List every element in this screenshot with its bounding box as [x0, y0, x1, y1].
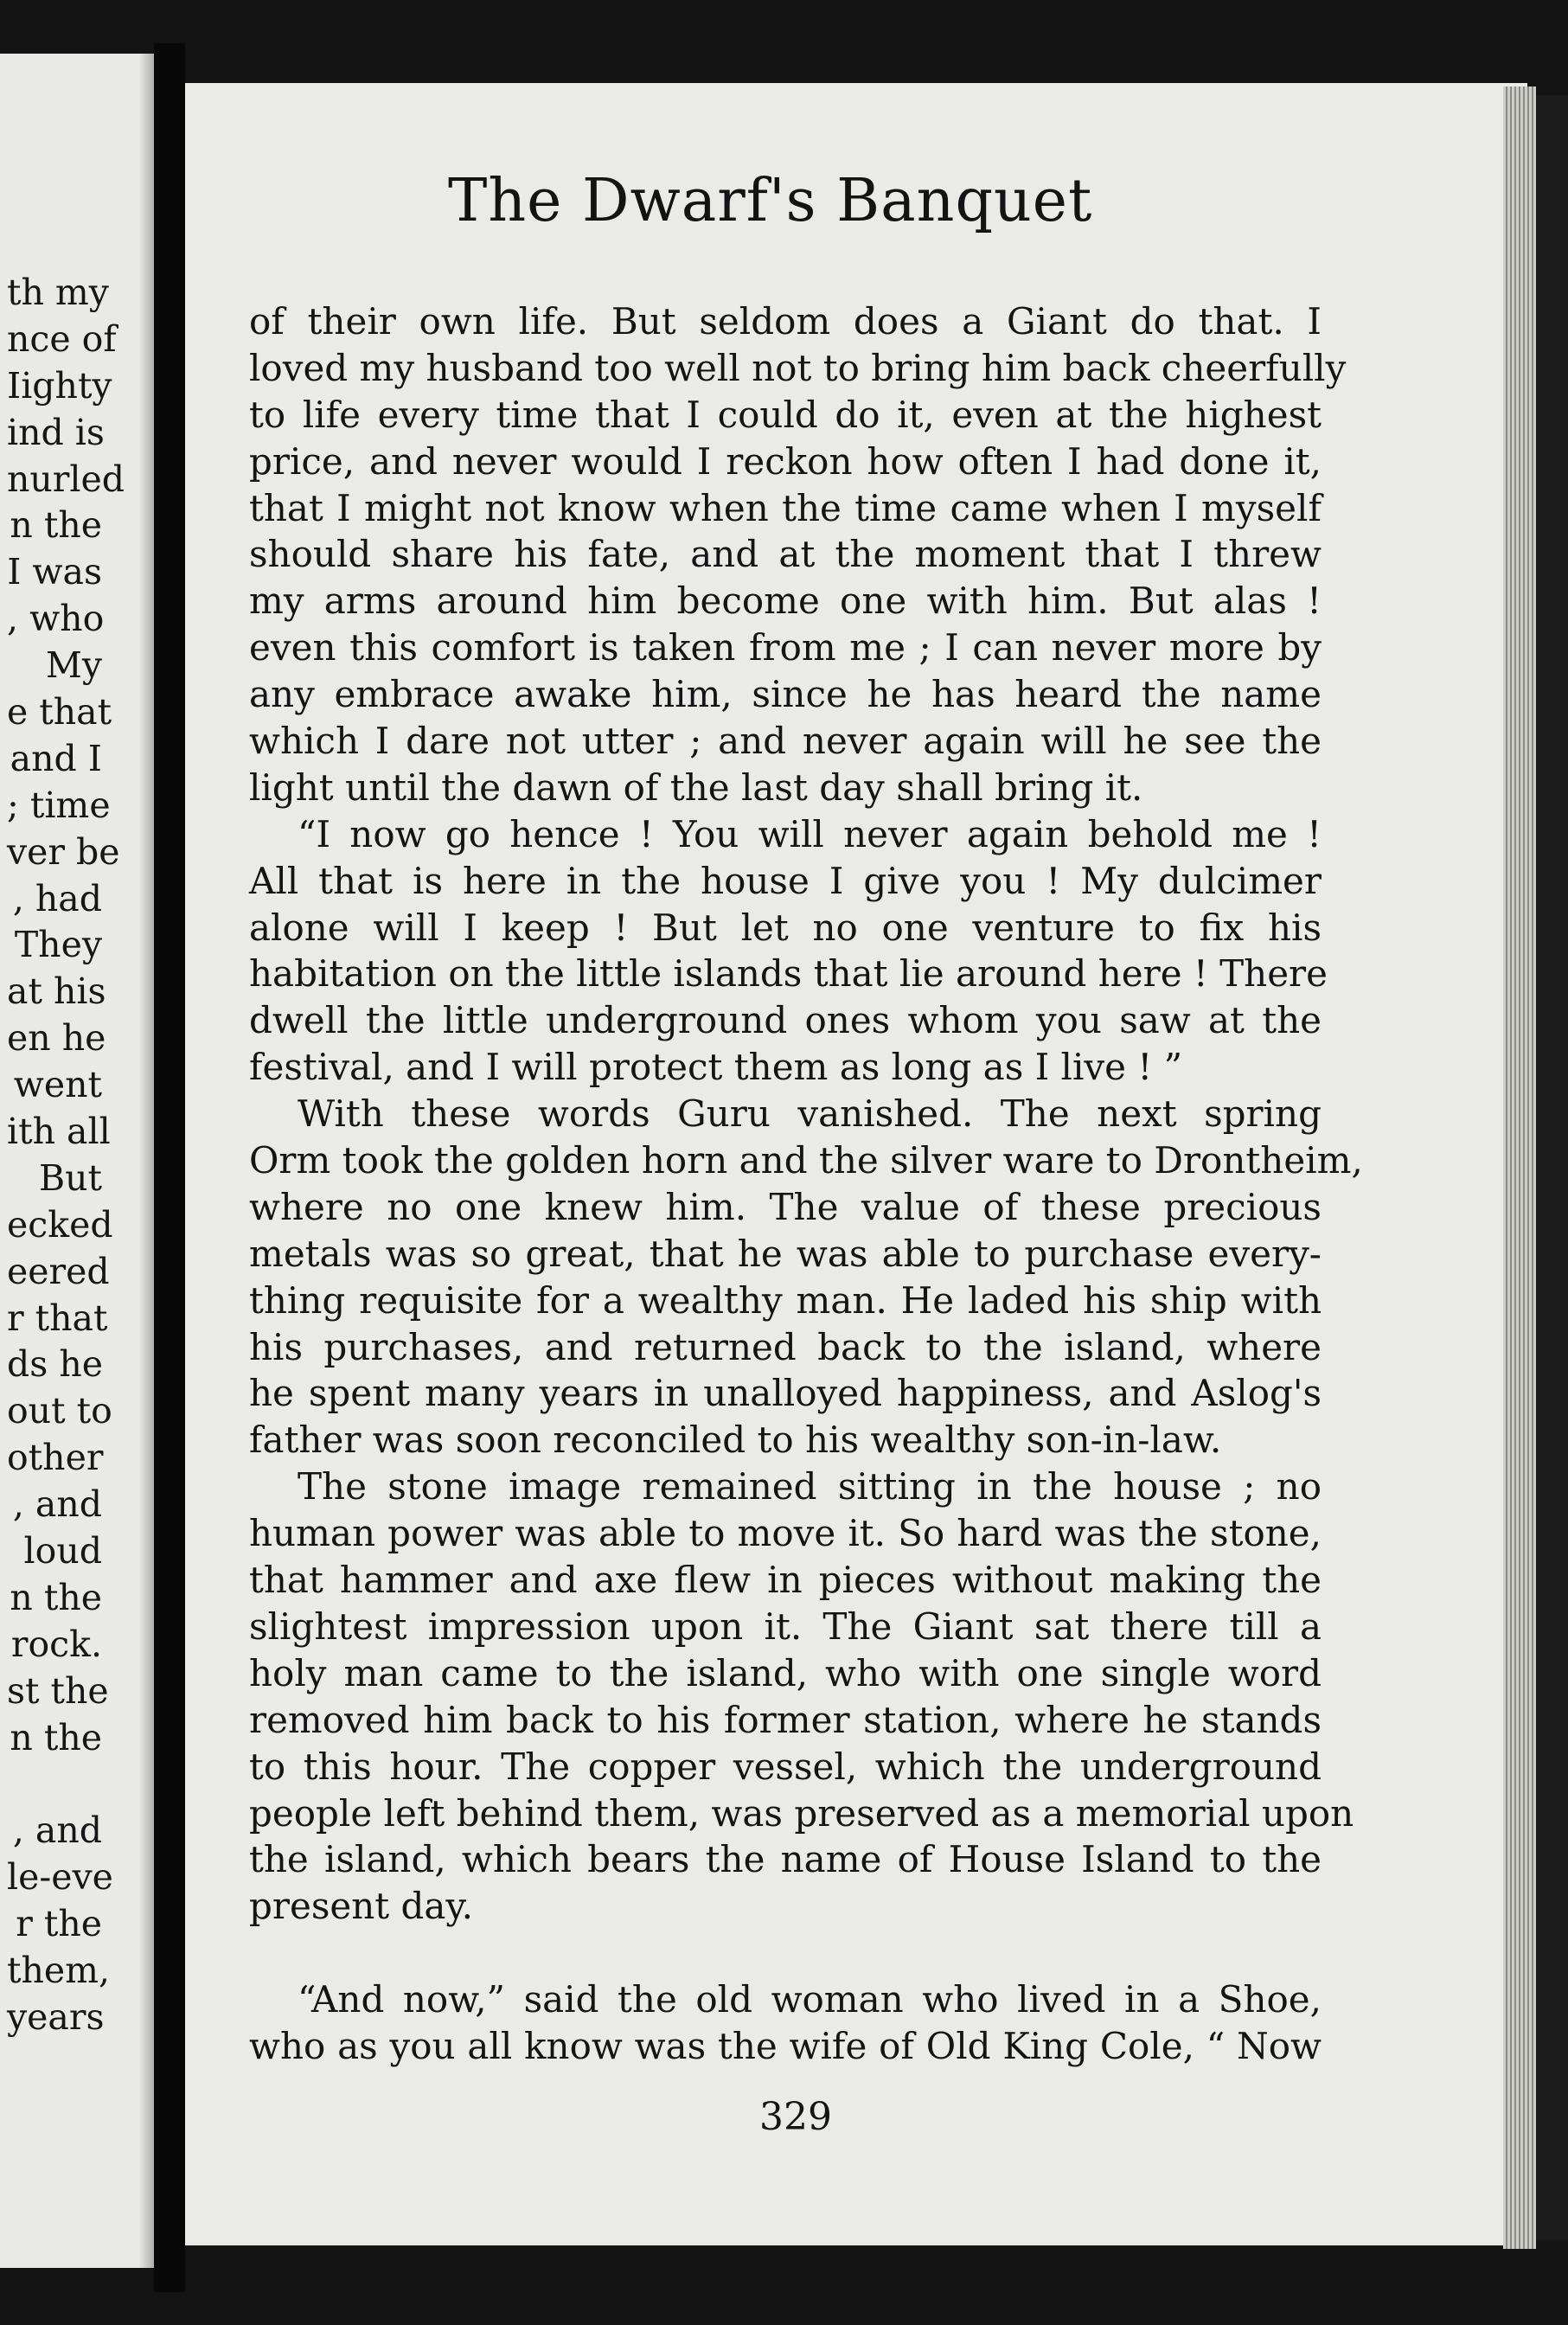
text-line: my arms around him become one with him. But alas !	[249, 580, 1322, 623]
left-page-line: ith all	[7, 1111, 111, 1153]
text-line: of their own life. But seldom does a Giant do that. I	[249, 300, 1322, 343]
text-line: Orm took the golden horn and the silver ware to Drontheim,	[249, 1139, 1363, 1182]
text-line: thing requisite for a wealthy man. He laded his ship with	[249, 1278, 1322, 1322]
left-page-line: rock.	[10, 1623, 102, 1665]
left-page-line: en he	[7, 1017, 106, 1060]
text-line: where no one knew him. The value of these precious	[249, 1185, 1322, 1228]
text-line: metals was so great, that he was able to purchase every-	[249, 1232, 1322, 1275]
text-line: price, and never would I reckon how often I had done it,	[249, 439, 1322, 483]
text-line: any embrace awake him, since he has heard the name	[249, 673, 1322, 716]
text-line: people left behind them, was preserved as a memorial upon	[249, 1791, 1354, 1835]
left-page-line: ver be	[7, 830, 120, 873]
left-page-line: r that	[7, 1297, 108, 1339]
text-line: “I now go hence ! You will never again behold me !	[298, 812, 1322, 855]
body-text	[249, 298, 1363, 2070]
text-line: human power was able to move it. So hard was the stone,	[249, 1512, 1322, 1555]
text-line: holy man came to the island, who with one single word	[249, 1651, 1322, 1694]
page-title: The Dwarf's Banquet	[448, 167, 1093, 235]
text-line: to life every time that I could do it, even at the highest	[249, 393, 1322, 436]
text-line: to this hour. The copper vessel, which the underground	[249, 1745, 1322, 1788]
left-page-line: them,	[7, 1950, 111, 1992]
text-line: “And now,” said the old woman who lived in a Shoe,	[298, 1978, 1322, 2021]
left-page-line: th my	[7, 272, 109, 313]
text-line: he spent many years in unalloyed happiness, and Aslog's	[249, 1372, 1322, 1415]
book-binding	[154, 43, 185, 2292]
left-page-line: at his	[7, 970, 106, 1013]
left-page-line: st the	[7, 1669, 109, 1712]
text-line: that I might not know when the time came when I myself	[249, 486, 1322, 529]
left-page-line: and I	[10, 737, 102, 779]
left-page-line: , and	[12, 1809, 102, 1852]
text-line: the island, which bears the name of House Island to the	[249, 1838, 1322, 1881]
text-line: alone will I keep ! But let no one venture to fix his	[249, 906, 1322, 949]
left-page-line: , had	[12, 877, 102, 919]
left-page-line: Iighty	[7, 364, 112, 407]
text-line: dwell the little underground ones whom you saw at the	[249, 999, 1322, 1042]
text-line: The stone image remained sitting in the house ; no	[298, 1465, 1322, 1508]
left-page-line: n the	[10, 504, 102, 547]
left-page-line: They	[14, 924, 102, 966]
page-edges	[1503, 86, 1536, 2249]
left-page-line: ecked	[7, 1203, 113, 1246]
paragraph-gap	[249, 1930, 1322, 1976]
text-line: his purchases, and returned back to the island, where	[249, 1325, 1322, 1368]
left-page-line: years	[7, 1995, 105, 2038]
text-line: which I dare not utter ; and never again will he see the	[249, 720, 1322, 763]
left-page	[0, 54, 154, 2268]
left-page-line: r the	[16, 1903, 102, 1945]
left-page-line: nurled	[7, 458, 125, 500]
text-line: that hammer and axe flew in pieces without making the	[249, 1559, 1322, 1602]
left-page-line: eered	[7, 1250, 110, 1292]
left-page-line: My	[45, 644, 102, 687]
text-line: habitation on the little islands that lie around here ! There	[249, 952, 1328, 996]
left-page-line: out to	[7, 1390, 112, 1432]
left-page-line: le-eve	[7, 1856, 113, 1899]
left-page-line: other	[7, 1437, 104, 1479]
left-page-line: But	[38, 1156, 102, 1199]
text-line: removed him back to his former station, where he stands	[249, 1698, 1322, 1741]
text-line: light until the dawn of the last day shall bring it.	[249, 765, 1143, 809]
scan-border	[1536, 95, 1568, 2240]
left-page-line: ; time	[7, 784, 111, 826]
text-line: All that is here in the house I give you ! My dulcimer	[249, 859, 1322, 902]
text-line: father was soon reconciled to his wealthy son-in-law.	[249, 1419, 1222, 1462]
left-page-line: , who	[7, 598, 105, 640]
text-line: present day.	[249, 1885, 473, 1928]
text-line: slightest impression upon it. The Giant sat there till a	[249, 1604, 1322, 1648]
text-line: who as you all know was the wife of Old King Cole, “ Now	[249, 2024, 1322, 2067]
text-line: festival, and I will protect them as long as I live ! ”	[249, 1046, 1183, 1089]
text-line: With these words Guru vanished. The next spring	[298, 1092, 1322, 1136]
page-number: 329	[759, 2095, 832, 2139]
left-page-line: ind is	[7, 411, 105, 453]
text-line: even this comfort is taken from me ; I can never more by	[249, 626, 1322, 669]
left-page-line: n the	[10, 1716, 102, 1758]
left-page-line: , and	[12, 1483, 102, 1526]
left-page-text	[7, 270, 154, 2041]
left-page-line: ds he	[7, 1343, 103, 1386]
text-line: loved my husband too well not to bring him back cheerfully	[249, 346, 1347, 389]
left-page-line	[7, 1762, 154, 1809]
left-page-line: n the	[10, 1576, 102, 1618]
left-page-line: nce of	[7, 317, 117, 360]
left-page-line: loud	[23, 1530, 102, 1572]
left-page-line: e that	[7, 691, 112, 733]
left-page-line: I was	[7, 551, 102, 593]
text-line: should share his fate, and at the moment that I threw	[249, 533, 1322, 576]
left-page-line: went	[13, 1064, 102, 1106]
